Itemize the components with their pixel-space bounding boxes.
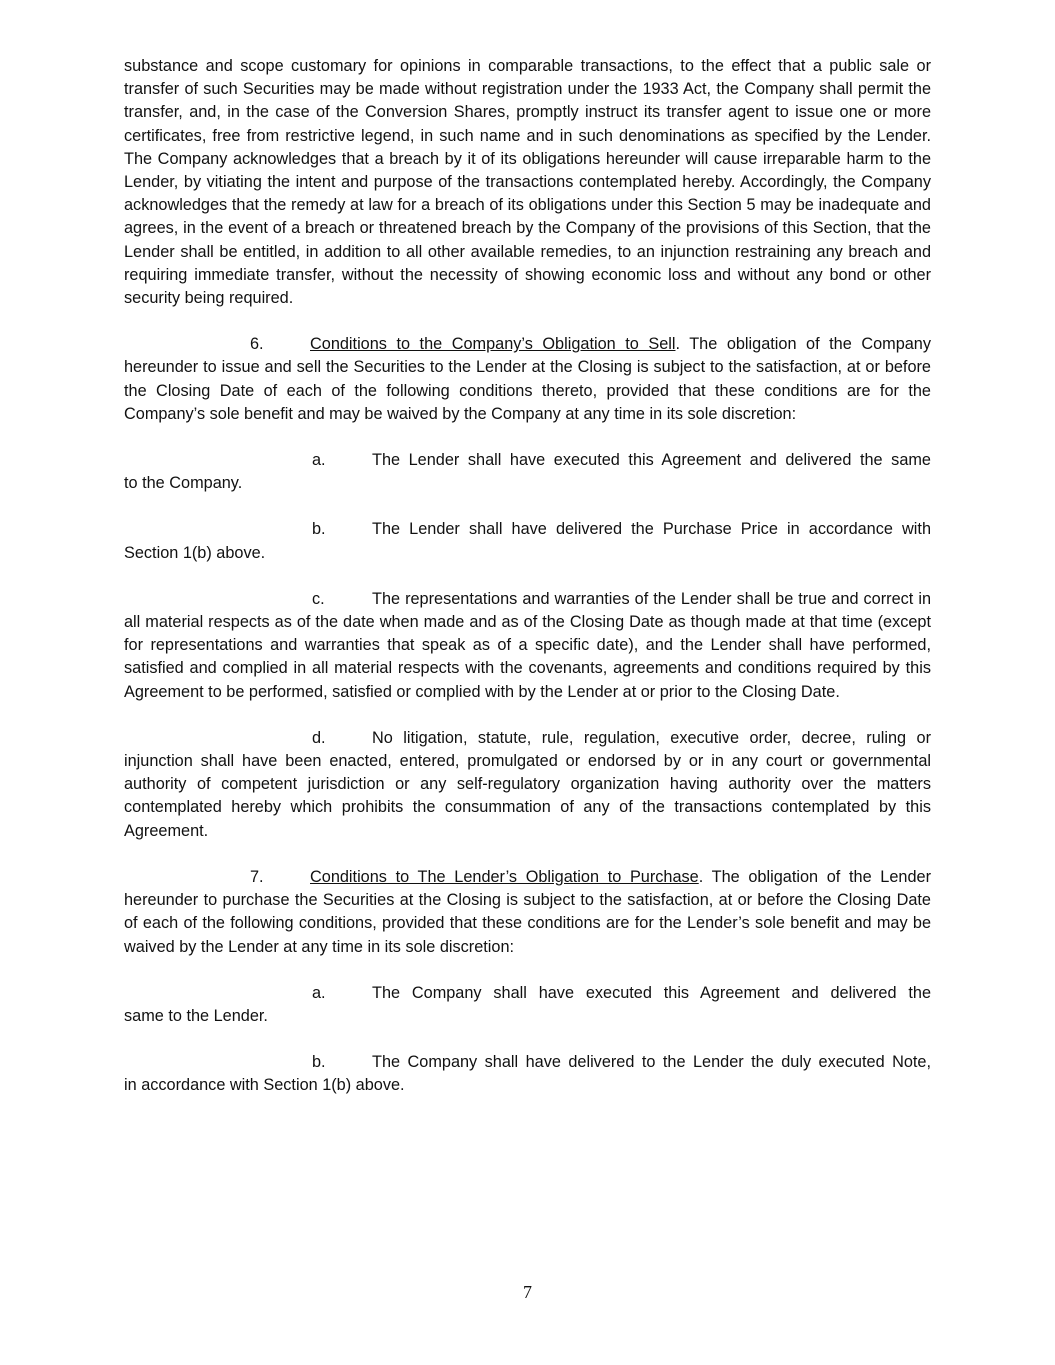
section-6-item-a <box>124 449 931 495</box>
section-6 <box>124 333 931 426</box>
item-letter: b. <box>312 1053 326 1072</box>
opening-paragraph: substance and scope customary for opinions in comparable transactions, to the effect that a public sale or transfer of such Securities may be made without registration under the 1933 Act, the Company shall permit the transfer, and, in the case of the Conversion Shares, promptly instruct its transfer agent to issue one or more certificates, free from restrictive legend, in such name and in such denominations as specified by the Lender. The Company acknowledges that a breach by it of its obligations hereunder will cause irreparable harm to the Lender, by vitiating the intent and purpose of the transactions contemplated hereby. Accordingly, the Company acknowledges that the remedy at law for a breach of its obligations under this Section 5 may be inadequate and agrees, in the event of a breach or threatened breach by the Company of the provisions of this Section, that the Lender shall be entitled, in addition to all other available remedies, to an injunction restraining any breach and requiring immediate transfer, without the necessity of showing economic loss and without any bond or other security being required. <box>124 57 931 308</box>
section-7-number: 7. <box>250 867 264 886</box>
item-letter: b. <box>312 520 326 539</box>
section-6-body: . The obligation of the Company hereunder to issue and sell the Securities to the Lender at the Closing is subject to the satisfaction, at or before the Closing Date of each of the following conditions thereto, provided that these conditions are for the Company’s sole benefit and may be waived by the Company at any time in its sole discretion: <box>124 335 931 423</box>
section-6-title: Conditions to the Company’s Obligation to Sell <box>310 335 676 354</box>
item-letter: a. <box>312 451 326 470</box>
item-rest: to the Company. <box>124 474 243 493</box>
item-first-line: The Lender shall have executed this Agreement and delivered the same <box>372 451 931 470</box>
item-first-line: The Company shall have delivered to the Lender the duly executed Note, <box>372 1053 931 1072</box>
section-6-item-b <box>124 518 931 564</box>
item-text: The representations and warranties of the Lender shall be true and correct in all material respects as of the date when made and as of the Closing Date as though made at that time (except for representations and warranties that speak as of a specific date), and the Lender shall have performed, satisfied and complied in all material respects with the covenants, agreements and conditions required by this Agreement to be performed, satisfied or complied with by the Lender at or prior to the Closing Date. <box>124 589 931 701</box>
item-letter: c. <box>312 589 325 608</box>
section-7-body: . The obligation of the Lender hereunder to purchase the Securities at the Closing is subject to the satisfaction, at or before the Closing Date of each of the following conditions, provided that these conditions are for the Lender’s sole benefit and may be waived by the Lender at any time in its sole discretion: <box>124 867 931 956</box>
section-6-item-c <box>124 588 931 704</box>
item-rest: same to the Lender. <box>124 1006 268 1025</box>
section-7-title: Conditions to The Lender’s Obligation to Purchase <box>310 867 699 886</box>
section-7 <box>124 866 931 959</box>
item-letter: d. <box>312 728 326 747</box>
item-first-line: The Lender shall have delivered the Purchase Price in accordance with <box>372 520 931 539</box>
section-7-item-a <box>124 982 931 1028</box>
section-7-item-b <box>124 1051 931 1097</box>
item-rest: in accordance with Section 1(b) above. <box>124 1076 405 1095</box>
item-text: No litigation, statute, rule, regulation, executive order, decree, ruling or injunction shall have been enacted, entered, promulgated or endorsed by or in any court or governmental authority of competent jurisdiction or any self-regulatory organization having authority over the matters contemplated hereby which prohibits the consummation of any of the transactions contemplated by this Agreement. <box>124 728 931 840</box>
page-number: 7 <box>523 1282 532 1302</box>
item-letter: a. <box>312 983 326 1002</box>
section-6-number: 6. <box>250 335 264 354</box>
item-first-line: The Company shall have executed this Agreement and delivered the <box>372 983 931 1002</box>
item-rest: Section 1(b) above. <box>124 543 266 562</box>
document-body <box>124 55 931 1121</box>
section-6-item-d <box>124 727 931 843</box>
